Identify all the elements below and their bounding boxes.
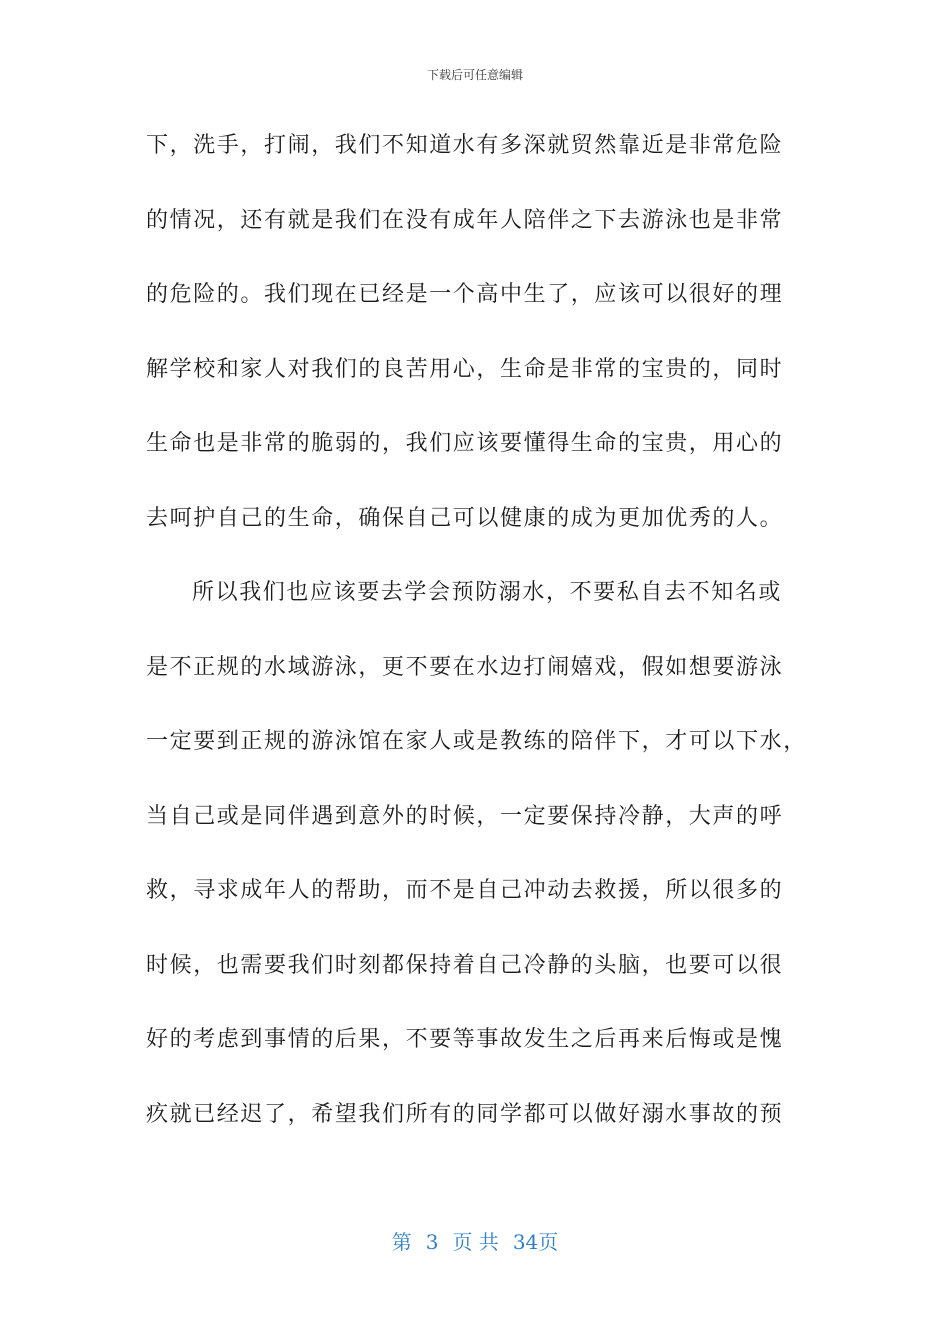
text-line: 的危险的。我们现在已经是一个高中生了，应该可以很好的理 <box>146 282 784 307</box>
text-line: 时候，也需要我们时刻都保持着自己冷静的头脑，也要可以很 <box>146 952 784 978</box>
text-line: 去呵护自己的生命，确保自己可以健康的成为更加优秀的人。 <box>146 505 784 531</box>
text-line: 的情况，还有就是我们在没有成年人陪伴之下去游泳也是非常 <box>146 207 784 233</box>
text-line: 救，寻求成年人的帮助，而不是自己冲动去救援，所以很多的 <box>146 878 784 903</box>
text-line: 解学校和家人对我们的良苦用心，生命是非常的宝贵的，同时 <box>146 356 784 382</box>
footer-suffix: 页 <box>538 1230 559 1254</box>
text-line: 当自己或是同伴遇到意外的时候，一定要保持冷静，大声的呼 <box>146 803 784 829</box>
header-note: 下载后可任意编辑 <box>426 68 523 82</box>
document-body <box>146 120 806 1163</box>
text-line: 生命也是非常的脆弱的，我们应该要懂得生命的宝贵，用心的 <box>146 431 784 456</box>
footer-middle: 页 共 <box>452 1230 499 1254</box>
footer-prefix: 第 <box>391 1230 412 1254</box>
text-line: 一定要到正规的游泳馆在家人或是教练的陪伴下，才可以下水， <box>146 729 807 754</box>
text-line: 是不正规的水域游泳，更不要在水边打闹嬉戏，假如想要游泳 <box>146 654 784 680</box>
page-total: 34 <box>512 1230 539 1254</box>
paragraph-first-line: 所以我们也应该要去学会预防溺水，不要私自去不知名或 <box>192 580 783 605</box>
text-line: 好的考虑到事情的后果，不要等事故发生之后再来后悔或是愧 <box>146 1027 784 1052</box>
page-number: 3 <box>425 1230 439 1254</box>
text-line: 疚就已经迟了，希望我们所有的同学都可以做好溺水事故的预 <box>146 1101 784 1127</box>
page-footer <box>0 1226 950 1255</box>
text-line: 下，洗手，打闹，我们不知道水有多深就贸然靠近是非常危险 <box>146 133 784 158</box>
